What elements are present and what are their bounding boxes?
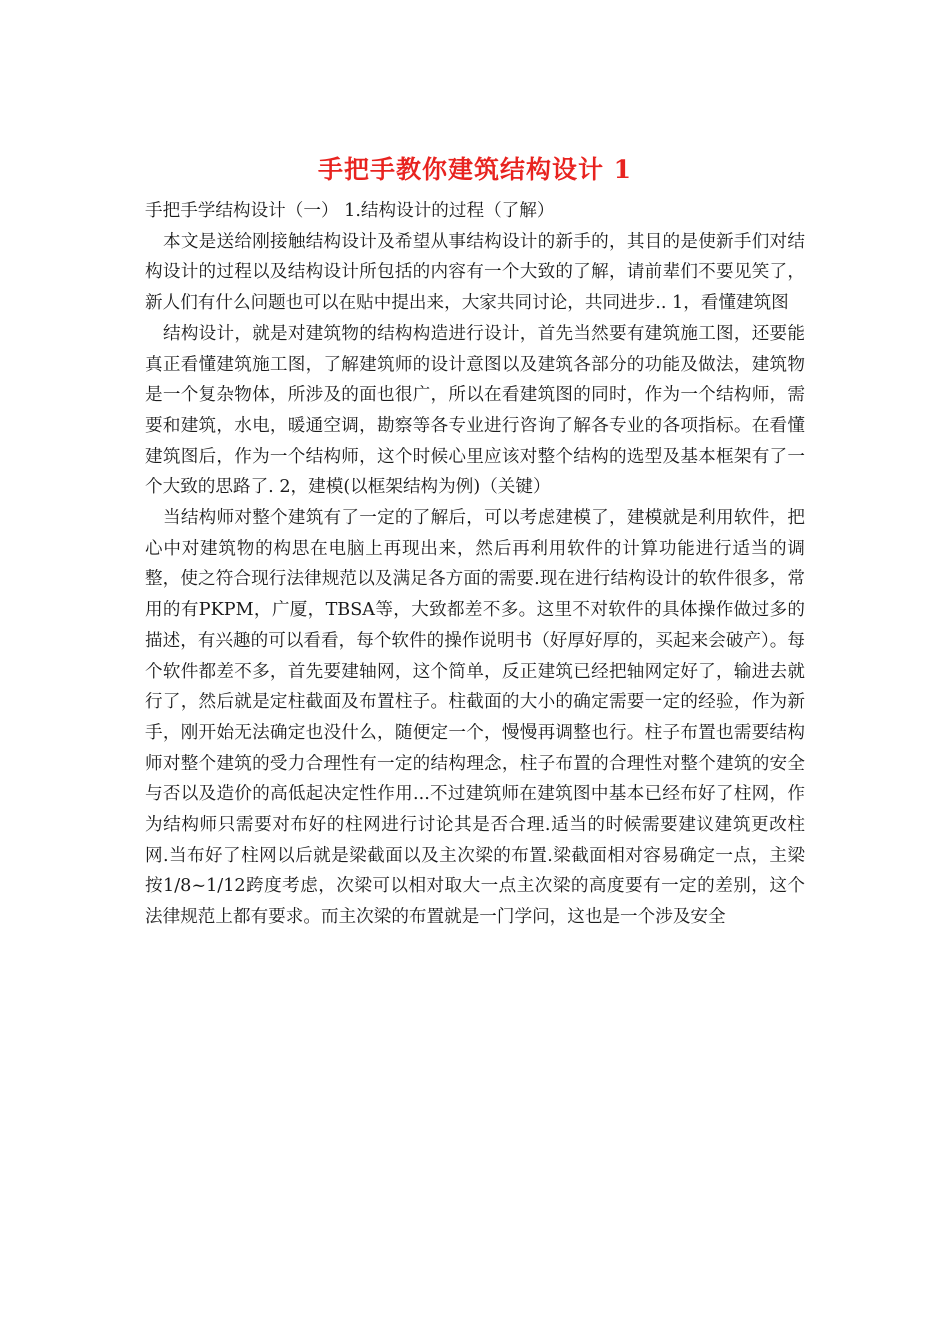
- paragraph-intro: 本文是送给刚接触结构设计及希望从事结构设计的新手的，其目的是使新手们对结构设计的过程以及结构设计所包括的内容有一个大致的了解，请前辈们不要见笑了，新人们有什么问题也可以在贴中提出来，大家共同讨论，共同进步.. 1，看懂建筑图: [145, 231, 805, 314]
- section-heading: 手把手学结构设计（一） 1.结构设计的过程（了解）: [145, 201, 555, 221]
- paragraph-modeling: 当结构师对整个建筑有了一定的了解后，可以考虑建模了，建模就是利用软件，把心中对建筑物的构思在电脑上再现出来，然后再利用软件的计算功能进行适当的调整，使之符合现行法律规范以及满足各方面的需要.现在进行结构设计的软件很多，常用的有PKPM，广厦，TBSA等，大致都差不多。这里不对软件的具体操作做过多的描述，有兴趣的可以看看，每个软件的操作说明书（好厚好厚的，买起来会破产）。每个软件都差不多，首先要建轴网，这个简单，反正建筑已经把轴网定好了，输进去就行了，然后就是定柱截面及布置柱子。柱截面的大小的确定需要一定的经验，作为新手，刚开始无法确定也没什么，随便定一个，慢慢再调整也行。柱子布置也需要结构师对整个建筑的受力合理性有一定的结构理念，柱子布置的合理性对整个建筑的安全与否以及造价的高低起决定性作用...不过建筑师在建筑图中基本已经布好了柱网，作为结构师只需要对布好的柱网进行讨论其是否合理.适当的时候需要建议建筑更改柱网.当布好了柱网以后就是梁截面以及主次梁的布置.梁截面相对容易确定一点，主梁按1/8~1/12跨度考虑，次梁可以相对取大一点主次梁的高度要有一定的差别，这个法律规范上都有要求。而主次梁的布置就是一门学问，这也是一个涉及安全: [145, 508, 805, 928]
- paragraph-read-drawings: 结构设计，就是对建筑物的结构构造进行设计，首先当然要有建筑施工图，还要能真正看懂建筑施工图，了解建筑师的设计意图以及建筑各部分的功能及做法，建筑物是一个复杂物体，所涉及的面也很广，所以在看建筑图的同时，作为一个结构师，需要和建筑，水电，暖通空调，勘察等各专业进行咨询了解各专业的各项指标。在看懂建筑图后，作为一个结构师，这个时候心里应该对整个结构的选型及基本框架有了一个大致的思路了. 2，建模(以框架结构为例)（关键）: [145, 323, 805, 498]
- document-body: [145, 196, 805, 933]
- document-title: 手把手教你建筑结构设计 1: [317, 155, 633, 184]
